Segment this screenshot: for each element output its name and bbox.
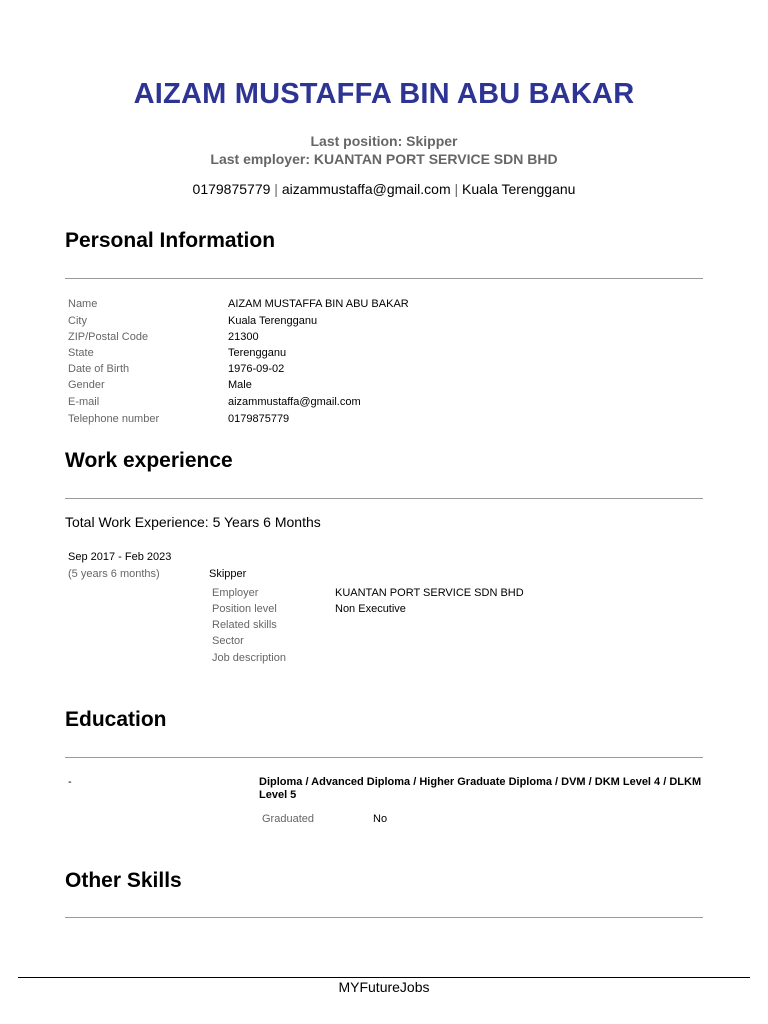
personal-label: State: [68, 347, 94, 359]
work-detail-label: Sector: [212, 635, 244, 647]
candidate-name: AIZAM MUSTAFFA BIN ABU BAKAR: [133, 78, 635, 110]
work-detail-label: Employer: [212, 587, 259, 599]
last-position: Last position: Skipper: [310, 133, 458, 149]
personal-value: Terengganu: [228, 347, 287, 359]
work-detail-value: KUANTAN PORT SERVICE SDN BHD: [335, 587, 524, 599]
section-divider: [65, 757, 703, 758]
work-detail-label: Job description: [212, 652, 286, 664]
personal-label: Gender: [68, 379, 105, 391]
contact-email: aizammustaffa@gmail.com: [281, 181, 451, 197]
contact-separator: |: [274, 181, 278, 197]
personal-value: 21300: [228, 331, 259, 343]
education-period: -: [68, 776, 72, 788]
personal-value: Kuala Terengganu: [228, 315, 318, 327]
work-detail-label: Position level: [212, 603, 277, 615]
personal-value: aizammustaffa@gmail.com: [228, 396, 361, 408]
footer-brand: MYFutureJobs: [338, 979, 430, 995]
last-employer: Last employer: KUANTAN PORT SERVICE SDN BHD: [210, 151, 558, 167]
section-title-personal: Personal Information: [65, 229, 276, 252]
personal-label: Date of Birth: [68, 363, 130, 375]
personal-value: 1976-09-02: [228, 363, 285, 375]
contact-location: Kuala Terengganu: [462, 181, 576, 197]
education-qualification: Diploma / Advanced Diploma / Higher Graduate Diploma / DVM / DKM Level 4 / DLKM Level 5: [259, 776, 702, 801]
section-divider: [65, 498, 703, 499]
personal-label: ZIP/Postal Code: [68, 331, 149, 343]
personal-value: AIZAM MUSTAFFA BIN ABU BAKAR: [228, 298, 409, 310]
section-title-work: Work experience: [65, 449, 233, 472]
education-graduated-value: No: [373, 813, 388, 825]
contact-line: [0, 181, 768, 197]
work-duration: (5 years 6 months): [68, 568, 160, 580]
work-role: Skipper: [209, 568, 247, 580]
personal-label: Telephone number: [68, 413, 160, 425]
work-detail-label: Related skills: [212, 619, 277, 631]
section-divider: [65, 917, 703, 918]
personal-value: 0179875779: [228, 413, 290, 425]
personal-label: Name: [68, 298, 98, 310]
footer-divider: [18, 977, 750, 978]
total-work-experience: Total Work Experience: 5 Years 6 Months: [65, 514, 321, 530]
section-title-skills: Other Skills: [65, 869, 182, 892]
personal-label: E-mail: [68, 396, 100, 408]
contact-phone: 0179875779: [192, 181, 271, 197]
work-period: Sep 2017 - Feb 2023: [68, 551, 172, 563]
work-detail-value: Non Executive: [335, 603, 406, 615]
personal-label: City: [68, 315, 87, 327]
section-title-education: Education: [65, 708, 167, 731]
personal-value: Male: [228, 379, 252, 391]
education-graduated-label: Graduated: [262, 813, 314, 825]
contact-separator: |: [454, 181, 459, 197]
section-divider: [65, 278, 703, 279]
